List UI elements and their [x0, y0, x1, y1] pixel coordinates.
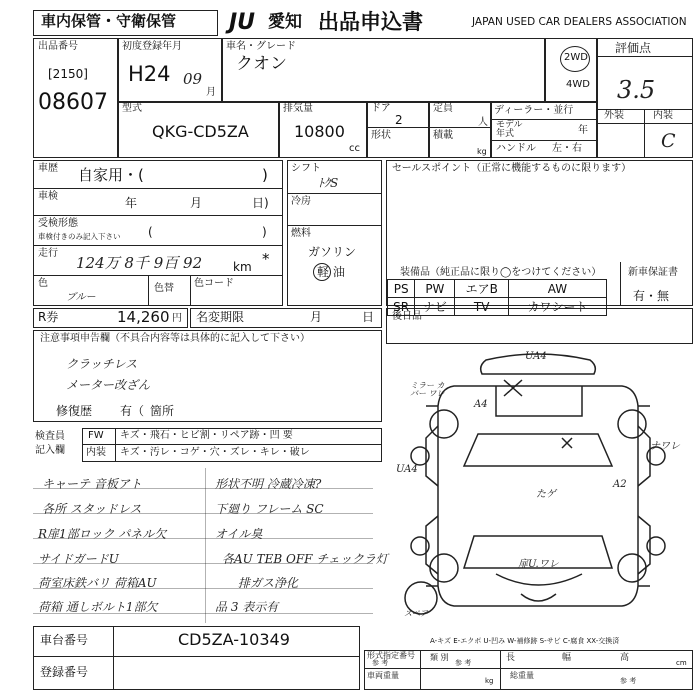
org-name: 愛知	[268, 12, 302, 32]
note-6: 荷箱 通しボルト1部欠	[38, 600, 158, 614]
doors-label: ドア	[371, 103, 391, 114]
expiry-month: 月	[310, 310, 323, 324]
inspection-day: 日)	[252, 196, 269, 210]
car-name: クオン	[236, 54, 287, 74]
r-ticket-value: 14,260	[117, 308, 170, 326]
note-3: R扉1部ロック パネル欠	[38, 527, 167, 541]
fuel-label: 燃料	[291, 228, 311, 239]
new-reg-options: 有・無	[633, 289, 670, 303]
aircon-label: 冷房	[291, 196, 311, 207]
diagram-legend: A-キズ E-エクボ U-凹み W-補修跡 S-サビ C-腐食 XX-交換済	[430, 637, 620, 645]
shift-label: シフト	[291, 163, 321, 174]
form-cert-label: 形式指定番号	[367, 651, 415, 660]
drive-4wd: 4WD	[566, 79, 590, 90]
mark-ua4-side: UA4	[396, 464, 418, 475]
expiry-label: 名変期限	[196, 310, 245, 324]
mark-spare: スペア	[404, 609, 428, 618]
remarks-box	[386, 308, 693, 344]
size-length: 長	[506, 653, 516, 663]
r-ticket-label: R券	[38, 310, 59, 324]
shape-label: 形状	[371, 130, 391, 141]
mandatory-label: 受検形態	[38, 218, 78, 229]
displacement-value: 10800	[294, 122, 345, 141]
inspector-row2: キズ・汚レ・コゲ・穴・ズレ・キレ・破レ	[120, 447, 310, 458]
displacement-label: 排気量	[283, 103, 313, 114]
mark-ua4-top: UA4	[525, 351, 547, 362]
inspection-label: 車検	[38, 191, 58, 202]
interior-label: 内装	[653, 110, 673, 121]
repair-unit: 箇所	[150, 404, 175, 418]
capacity-label: 定員	[433, 103, 453, 114]
note-right-2: 下廻り フレーム SC	[215, 502, 324, 516]
model-label: 型式	[122, 103, 142, 114]
interior-score: C	[661, 130, 676, 152]
equip-navi: ナビ	[415, 298, 455, 316]
class-ref: 参 考	[455, 659, 472, 667]
chassis-number: CD5ZA-10349	[178, 630, 290, 649]
model-year-unit: 年	[578, 125, 588, 136]
note-4: サイドガードU	[38, 552, 119, 566]
mandatory-open: (	[148, 225, 153, 239]
note-5: 荷室床鉄バリ 荷箱AU	[38, 576, 157, 590]
load-label: 積載	[433, 130, 453, 141]
model-code: QKG-CD5ZA	[152, 122, 249, 141]
repair-value: 有（	[120, 404, 145, 418]
capacity-unit: 人	[478, 117, 488, 128]
new-reg-label: 新車保証書	[628, 267, 678, 278]
equip-sr: SR	[388, 298, 415, 316]
mark-a2: A2	[613, 479, 627, 490]
mark-bed: たゲ	[536, 489, 556, 500]
inspector-row1-tag: FW	[88, 430, 104, 441]
registration-label: 登録番号	[40, 665, 89, 679]
association-name: JAPAN USED CAR DEALERS ASSOCIATION	[472, 16, 687, 28]
mandatory-sub: 車検付きのみ記入下さい	[38, 232, 121, 241]
inspection-year: 年	[125, 196, 138, 210]
weight-unit: kg	[485, 677, 494, 685]
mileage-unit: km	[233, 260, 252, 274]
ju-logo: JU	[229, 10, 256, 35]
note-right-1: 形状不明 冷蔵冷凍?	[215, 477, 322, 491]
score-value: 3.5	[617, 76, 656, 104]
model-year-label-a: モデル	[496, 120, 523, 130]
form-cert-sub: 参 考	[372, 659, 389, 667]
mileage-star: *	[262, 250, 270, 268]
note-1: キャーテ 音板アト	[42, 477, 142, 491]
reg-era-year: H24	[128, 62, 171, 86]
size-width: 幅	[562, 653, 572, 663]
lot-label: 出品番号	[38, 41, 78, 52]
reg-label: 初度登録年月	[122, 41, 182, 52]
size-height: 高	[620, 653, 630, 663]
mark-door: 扉U.ワレ	[518, 559, 559, 570]
report-line-2: メーター改ざん	[66, 378, 151, 392]
inspector-label-1: 検査員	[35, 431, 65, 442]
inspector-label-2: 記入欄	[35, 445, 65, 456]
inspection-month: 月	[190, 196, 203, 210]
score-label: 評価点	[615, 41, 652, 55]
doors-value: 2	[395, 113, 403, 127]
note-right-5: 排ガス浄化	[238, 576, 299, 590]
mark-a4: A4	[474, 399, 488, 410]
history-label: 車歴	[38, 163, 58, 174]
expiry-day: 日	[362, 310, 375, 324]
mandatory-close: )	[262, 225, 267, 239]
form-title: 出品申込書	[318, 10, 423, 34]
inspector-row1: キズ・飛石・ヒビ割・リペア跡・凹 要	[120, 430, 293, 441]
handle-label: ハンドル	[496, 143, 536, 154]
fuel-sub: 軽 油	[317, 265, 345, 279]
model-year-label-b: 年式	[496, 129, 515, 139]
handle-options: 左・右	[552, 143, 582, 154]
color-change-label: 色替	[154, 283, 174, 294]
mark-crack: ナワレ	[650, 441, 680, 452]
remarks-label: 後日品	[392, 311, 422, 322]
chassis-label: 車台番号	[40, 633, 89, 647]
dealer-parallel: ディーラー・並行	[494, 105, 574, 116]
fuel-value: ガソリン	[308, 245, 357, 259]
note-right-6: 品 3 表示有	[215, 600, 279, 614]
mileage-value: 124万 8千 9百 92	[76, 254, 203, 272]
drive-2wd: 2WD	[564, 52, 588, 63]
load-unit: kg	[477, 147, 487, 156]
gross-weight-label: 総重量	[510, 671, 534, 680]
inspector-row2-tag: 内装	[86, 447, 106, 458]
weight-ref: 参 考	[620, 677, 637, 685]
equip-leather: カワシート	[508, 298, 606, 316]
color-code-label: 色コード	[194, 278, 234, 289]
report-line-1: クラッチレス	[66, 357, 138, 371]
lot-number: 08607	[38, 90, 108, 115]
exterior-label: 外装	[604, 110, 624, 121]
history-value: 自家用・(	[78, 166, 144, 184]
note-2: 各所 スタッドレス	[42, 502, 142, 516]
report-label: 注意事項申告欄（不具合内容等は具体的に記入して下さい）	[40, 333, 310, 344]
reg-month-unit: 月	[206, 87, 216, 98]
lot-bracket-number: [2150]	[48, 67, 88, 81]
equip-tv: TV	[455, 298, 508, 316]
size-unit: cm	[676, 659, 687, 667]
color-label: 色	[38, 278, 48, 289]
equip-pw: PW	[415, 280, 455, 298]
equipment-label: 装備品（純正品に限り◯をつけてください）	[400, 267, 602, 278]
weight-label: 車両重量	[367, 671, 399, 680]
mark-mirror: ミラー カバー ワレ	[410, 381, 445, 398]
equip-airbag: エアB	[455, 280, 508, 298]
class-label: 類 別	[430, 653, 449, 662]
mileage-label: 走行	[38, 248, 58, 259]
note-right-4: 各AU TEB OFF チェックラ灯	[222, 552, 388, 566]
history-close: )	[262, 166, 268, 184]
car-name-label: 車名・グレード	[226, 41, 296, 52]
equip-ps: PS	[388, 280, 415, 298]
sales-point-label: セールスポイント（正常に機能するものに限ります）	[392, 163, 632, 174]
repair-label: 修復歴	[56, 404, 93, 418]
r-ticket-unit: 円	[172, 313, 182, 324]
color-value: ブルー	[66, 292, 96, 303]
reg-month: 09	[183, 70, 203, 88]
shift-value: ﾄｸS	[318, 176, 339, 190]
storage-label: 車内保管・守衛保管	[41, 12, 177, 30]
equip-aw: AW	[508, 280, 606, 298]
note-right-3: オイル臭	[215, 527, 263, 541]
displacement-unit: cc	[349, 143, 360, 154]
